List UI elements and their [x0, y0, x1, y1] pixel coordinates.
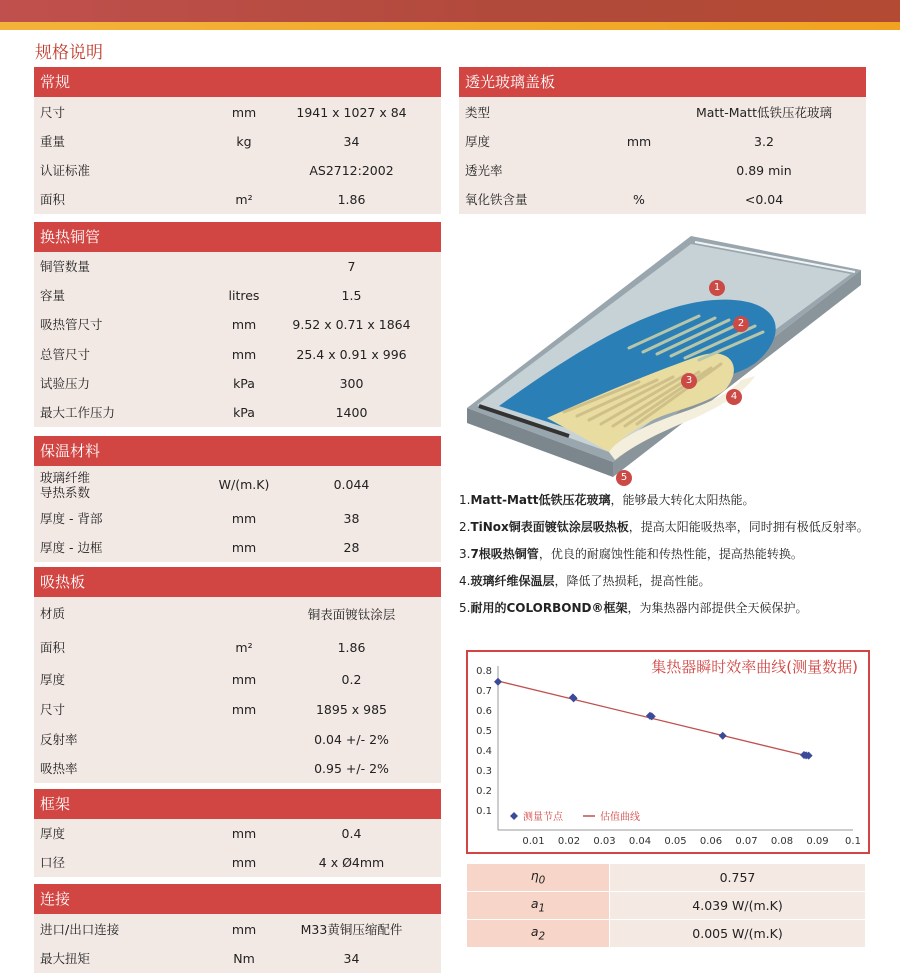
x-tick-label: 0.02: [557, 836, 581, 847]
spec-label: 吸热率: [40, 761, 78, 776]
legend-label: 估值曲线: [600, 812, 640, 823]
chart-title: 集热器瞬时效率曲线(测量数据): [651, 658, 858, 676]
x-tick-label: 0.09: [806, 836, 829, 847]
callout-marker-5: 5: [616, 470, 632, 486]
spec-label: 厚度 - 边框: [40, 540, 103, 555]
spec-label: 最大扭矩: [40, 951, 91, 966]
spec-value: 38: [343, 510, 360, 526]
spec-section: [459, 67, 866, 214]
spec-unit: [589, 97, 689, 127]
spec-row: [459, 185, 866, 214]
spec-section: [34, 884, 441, 973]
feature-item-4: 4.玻璃纤维保温层，降低了热损耗，提高性能。: [459, 574, 711, 588]
spec-value: 25.4 x 0.91 x 996: [296, 346, 407, 362]
spec-value: 300: [339, 376, 364, 391]
spec-row: [34, 819, 441, 848]
spec-value: 9.52 x 0.71 x 1864: [292, 317, 411, 332]
spec-row: [34, 503, 441, 533]
spec-label: 厚度: [465, 134, 491, 149]
spec-value: 1400: [335, 405, 368, 420]
spec-section: [34, 567, 441, 783]
spec-value: M33黄铜压缩配件: [300, 922, 403, 937]
spec-row: [34, 914, 441, 944]
legend-point-marker: [510, 812, 518, 820]
spec-unit: kg: [236, 134, 252, 149]
spec-label: 尺寸: [40, 701, 66, 717]
spec-row: [34, 944, 441, 973]
spec-label: 玻璃纤维 导热系数: [40, 469, 91, 500]
spec-value: 28: [343, 540, 360, 555]
y-tick-label: 0.2: [476, 786, 492, 797]
section-header: 透光玻璃盖板: [459, 67, 866, 97]
spec-value: 0.2: [341, 671, 362, 687]
spec-value: 0.4: [341, 826, 362, 841]
spec-label: 铜管数量: [40, 259, 91, 274]
x-tick-label: 0.04: [628, 836, 652, 847]
callout-marker-4: 4: [726, 389, 742, 405]
spec-value: Matt-Matt低铁压花玻璃: [695, 105, 832, 120]
spec-label: 试验压力: [40, 376, 91, 391]
spec-label: 尺寸: [40, 104, 66, 120]
x-tick-label: 0.06: [699, 836, 723, 847]
spec-label: 厚度: [40, 671, 66, 687]
spec-value: 34: [343, 951, 360, 966]
spec-unit: [589, 156, 689, 185]
spec-unit: m²: [235, 192, 253, 207]
coef-value: 4.039 W/(m.K): [610, 892, 866, 920]
spec-unit: mm: [231, 317, 257, 332]
coef-key: $\eta_0$: [467, 864, 610, 892]
spec-value: 34: [343, 134, 360, 149]
spec-row: [34, 185, 441, 214]
page-title: 规格说明: [35, 43, 103, 63]
x-tick-label: 0.05: [664, 836, 687, 847]
table-row: [467, 892, 866, 920]
spec-unit: kPa: [233, 376, 255, 391]
y-tick-label: 0.4: [476, 746, 492, 757]
spec-row: [34, 724, 441, 754]
spec-unit: mm: [231, 540, 257, 555]
spec-row: [34, 97, 441, 127]
spec-row: [34, 630, 441, 664]
fit-line: [498, 681, 810, 757]
spec-row: [34, 281, 441, 310]
spec-unit: mm: [626, 134, 652, 149]
spec-row: [34, 252, 441, 281]
spec-unit: mm: [231, 855, 257, 870]
spec-row: [34, 664, 441, 694]
spec-row: [459, 97, 866, 127]
spec-row: [34, 398, 441, 427]
spec-value: 4 x Ø4mm: [318, 855, 385, 870]
spec-label: 容量: [40, 288, 66, 303]
spec-unit: Nm: [233, 951, 255, 966]
y-tick-label: 0.8: [476, 666, 492, 677]
spec-row: [34, 694, 441, 724]
spec-row: [34, 533, 441, 562]
collector-illustration: [459, 230, 869, 492]
spec-label: 重量: [40, 134, 66, 149]
feature-list: [459, 492, 900, 627]
spec-label: 类型: [465, 104, 491, 120]
data-point: [719, 732, 727, 740]
spec-section: [34, 789, 441, 877]
spec-unit: mm: [231, 701, 257, 717]
y-tick-label: 0.5: [476, 726, 492, 737]
spec-row: [34, 754, 441, 783]
spec-label: 厚度 - 背部: [40, 510, 103, 526]
spec-label: 口径: [40, 855, 66, 870]
feature-item-1: 1.Matt-Matt低铁压花玻璃，能够最大转化太阳热能。: [459, 493, 755, 507]
spec-label: 面积: [40, 192, 66, 207]
section-header: 常规: [34, 67, 441, 97]
spec-row: [34, 127, 441, 156]
spec-value: 1895 x 985: [315, 701, 387, 717]
feature-item-3: 3.7根吸热铜管，优良的耐腐蚀性能和传热性能，提高热能转换。: [459, 547, 803, 561]
top-banner: [0, 0, 900, 22]
spec-value: AS2712:2002: [309, 163, 394, 178]
efficiency-coefficients-table: [466, 863, 866, 948]
spec-value: 3.2: [754, 134, 774, 149]
spec-unit: W/(m.K): [218, 477, 270, 492]
spec-section: [34, 67, 441, 214]
spec-value: <0.04: [744, 192, 784, 207]
coef-value: 0.005 W/(m.K): [610, 920, 866, 948]
spec-value: 1941 x 1027 x 84: [296, 104, 407, 120]
spec-label: 面积: [40, 639, 66, 655]
y-tick-label: 0.1: [476, 806, 492, 817]
spec-row: [34, 848, 441, 877]
spec-unit: mm: [231, 510, 257, 526]
spec-unit: mm: [231, 346, 257, 362]
feature-item-2: 2.TiNox铜表面镀钛涂层吸热板，提高太阳能吸热率，同时拥有极低反射率。: [459, 520, 869, 534]
spec-unit: m²: [235, 639, 253, 655]
section-header: 框架: [34, 789, 441, 819]
y-tick-label: 0.6: [476, 706, 492, 717]
spec-row: [34, 310, 441, 339]
spec-unit: litres: [228, 288, 260, 303]
coef-value: 0.757: [610, 864, 866, 892]
spec-label: 认证标准: [40, 163, 91, 178]
spec-row: [34, 466, 441, 503]
table-row: [467, 920, 866, 948]
efficiency-chart-plot: [468, 652, 868, 852]
spec-unit: mm: [231, 921, 257, 937]
section-header: 连接: [34, 884, 441, 914]
x-tick-label: 0.08: [770, 836, 794, 847]
spec-unit: mm: [231, 671, 257, 687]
spec-value: 1.86: [337, 192, 366, 207]
spec-row: [459, 127, 866, 156]
x-tick-label: 0.03: [593, 836, 616, 847]
spec-label: 氧化铁含量: [465, 192, 528, 207]
spec-label: 最大工作压力: [40, 405, 116, 420]
spec-value: 1.86: [337, 639, 366, 655]
spec-label: 进口/出口连接: [40, 921, 120, 937]
spec-section: [34, 436, 441, 562]
y-tick-label: 0.3: [476, 766, 492, 777]
section-header: 吸热板: [34, 567, 441, 597]
section-header: 保温材料: [34, 436, 441, 466]
spec-label: 吸热管尺寸: [40, 317, 103, 332]
spec-label: 总管尺寸: [40, 346, 91, 362]
spec-value: 0.044: [333, 477, 370, 492]
spec-label: 厚度: [40, 826, 66, 841]
spec-row: [34, 369, 441, 398]
x-tick-label: 0.01: [522, 836, 545, 847]
spec-value: 0.04 +/- 2%: [314, 731, 389, 747]
coef-key: $a_2$: [467, 920, 610, 948]
spec-unit: mm: [231, 826, 257, 841]
feature-item-5: 5.耐用的COLORBOND®框架，为集热器内部提供全天候保护。: [459, 601, 808, 615]
spec-section: [34, 222, 441, 427]
spec-value: 0.89 min: [736, 163, 792, 178]
coef-key: $a_1$: [467, 892, 610, 920]
y-tick-label: 0.7: [476, 686, 492, 697]
section-header: 换热铜管: [34, 222, 441, 252]
spec-row: [34, 597, 441, 630]
table-row: [467, 864, 866, 892]
spec-value: 1.5: [341, 288, 362, 303]
x-tick-label: 0.07: [735, 836, 758, 847]
spec-row: [459, 156, 866, 185]
spec-value: 铜表面镀钛涂层: [307, 606, 396, 622]
spec-unit: mm: [231, 104, 257, 120]
spec-value: 0.95 +/- 2%: [314, 761, 389, 776]
legend-label: 测量节点: [523, 812, 563, 823]
spec-unit: %: [633, 192, 645, 207]
x-tick-label: 0.1: [845, 836, 861, 847]
top-accent-stripe: [0, 22, 900, 30]
spec-label: 透光率: [465, 163, 503, 178]
collector-cutaway-diagram: [459, 230, 869, 492]
data-point: [494, 678, 502, 686]
callout-marker-1: 1: [709, 280, 725, 296]
spec-value: 7: [347, 259, 356, 274]
spec-label: 反射率: [40, 731, 78, 747]
efficiency-chart: [466, 650, 870, 854]
callout-marker-2: 2: [733, 316, 749, 332]
spec-unit: kPa: [233, 405, 255, 420]
callout-marker-3: 3: [681, 373, 697, 389]
spec-label: 材质: [40, 606, 66, 621]
spec-row: [34, 339, 441, 369]
spec-row: [34, 156, 441, 185]
